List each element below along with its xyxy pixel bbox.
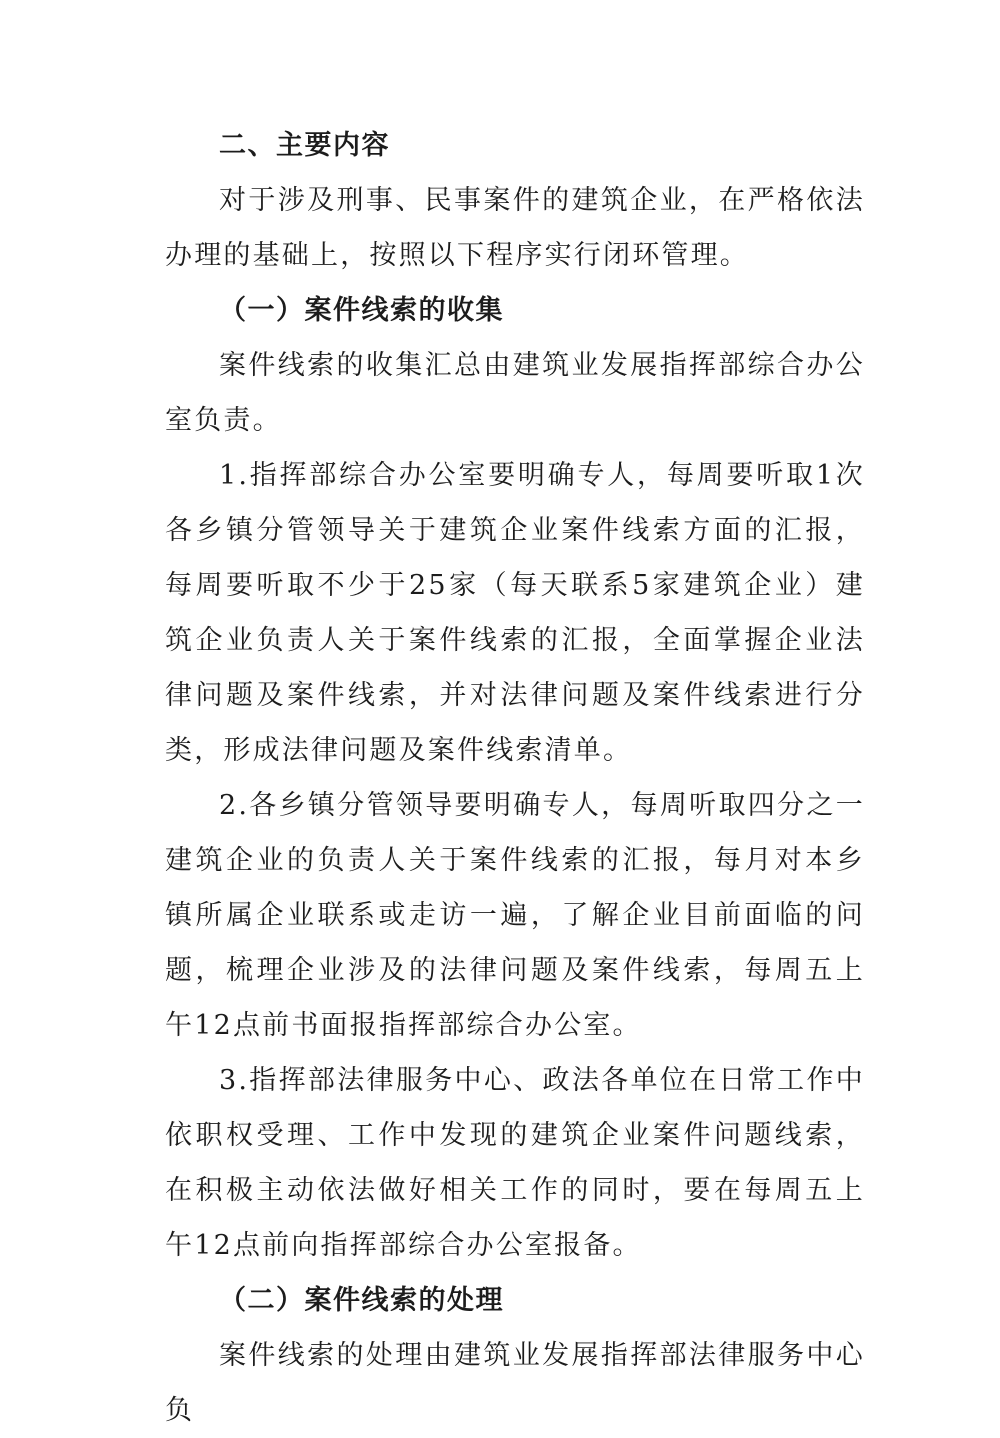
section-heading-handling: （二）案件线索的处理 [219, 1285, 504, 1316]
intro-paragraph: 对于涉及刑事、民事案件的建筑企业，在严格依法办理的基础上，按照以下程序实行闭环管理。 [165, 185, 865, 271]
section-heading-collection: （一）案件线索的收集 [219, 295, 504, 326]
collection-item-2: 2.各乡镇分管领导要明确专人，每周听取四分之一建筑企业的负责人关于案件线索的汇报，每月对本乡镇所属企业联系或走访一遍，了解企业目前面临的问题，梳理企业涉及的法律问题及案件线索，每周五上午12点前书面报指挥部综合办公室。 [165, 790, 865, 1041]
collection-item-3: 3.指挥部法律服务中心、政法各单位在日常工作中依职权受理、工作中发现的建筑企业案件问题线索，在积极主动依法做好相关工作的同时，要在每周五上午12点前向指挥部综合办公室报备。 [165, 1065, 865, 1261]
collection-lead-paragraph: 案件线索的收集汇总由建筑业发展指挥部综合办公室负责。 [165, 350, 865, 436]
collection-item-1: 1.指挥部综合办公室要明确专人，每周要听取1次各乡镇分管领导关于建筑企业案件线索方面的汇报，每周要听取不少于25家（每天联系5家建筑企业）建筑企业负责人关于案件线索的汇报，全面掌握企业法律问题及案件线索，并对法律问题及案件线索进行分类，形成法律问题及案件线索清单。 [165, 460, 865, 766]
handling-lead-paragraph: 案件线索的处理由建筑业发展指挥部法律服务中心负 [165, 1340, 865, 1426]
main-heading: 二、主要内容 [219, 130, 390, 161]
document-body [165, 118, 865, 1438]
